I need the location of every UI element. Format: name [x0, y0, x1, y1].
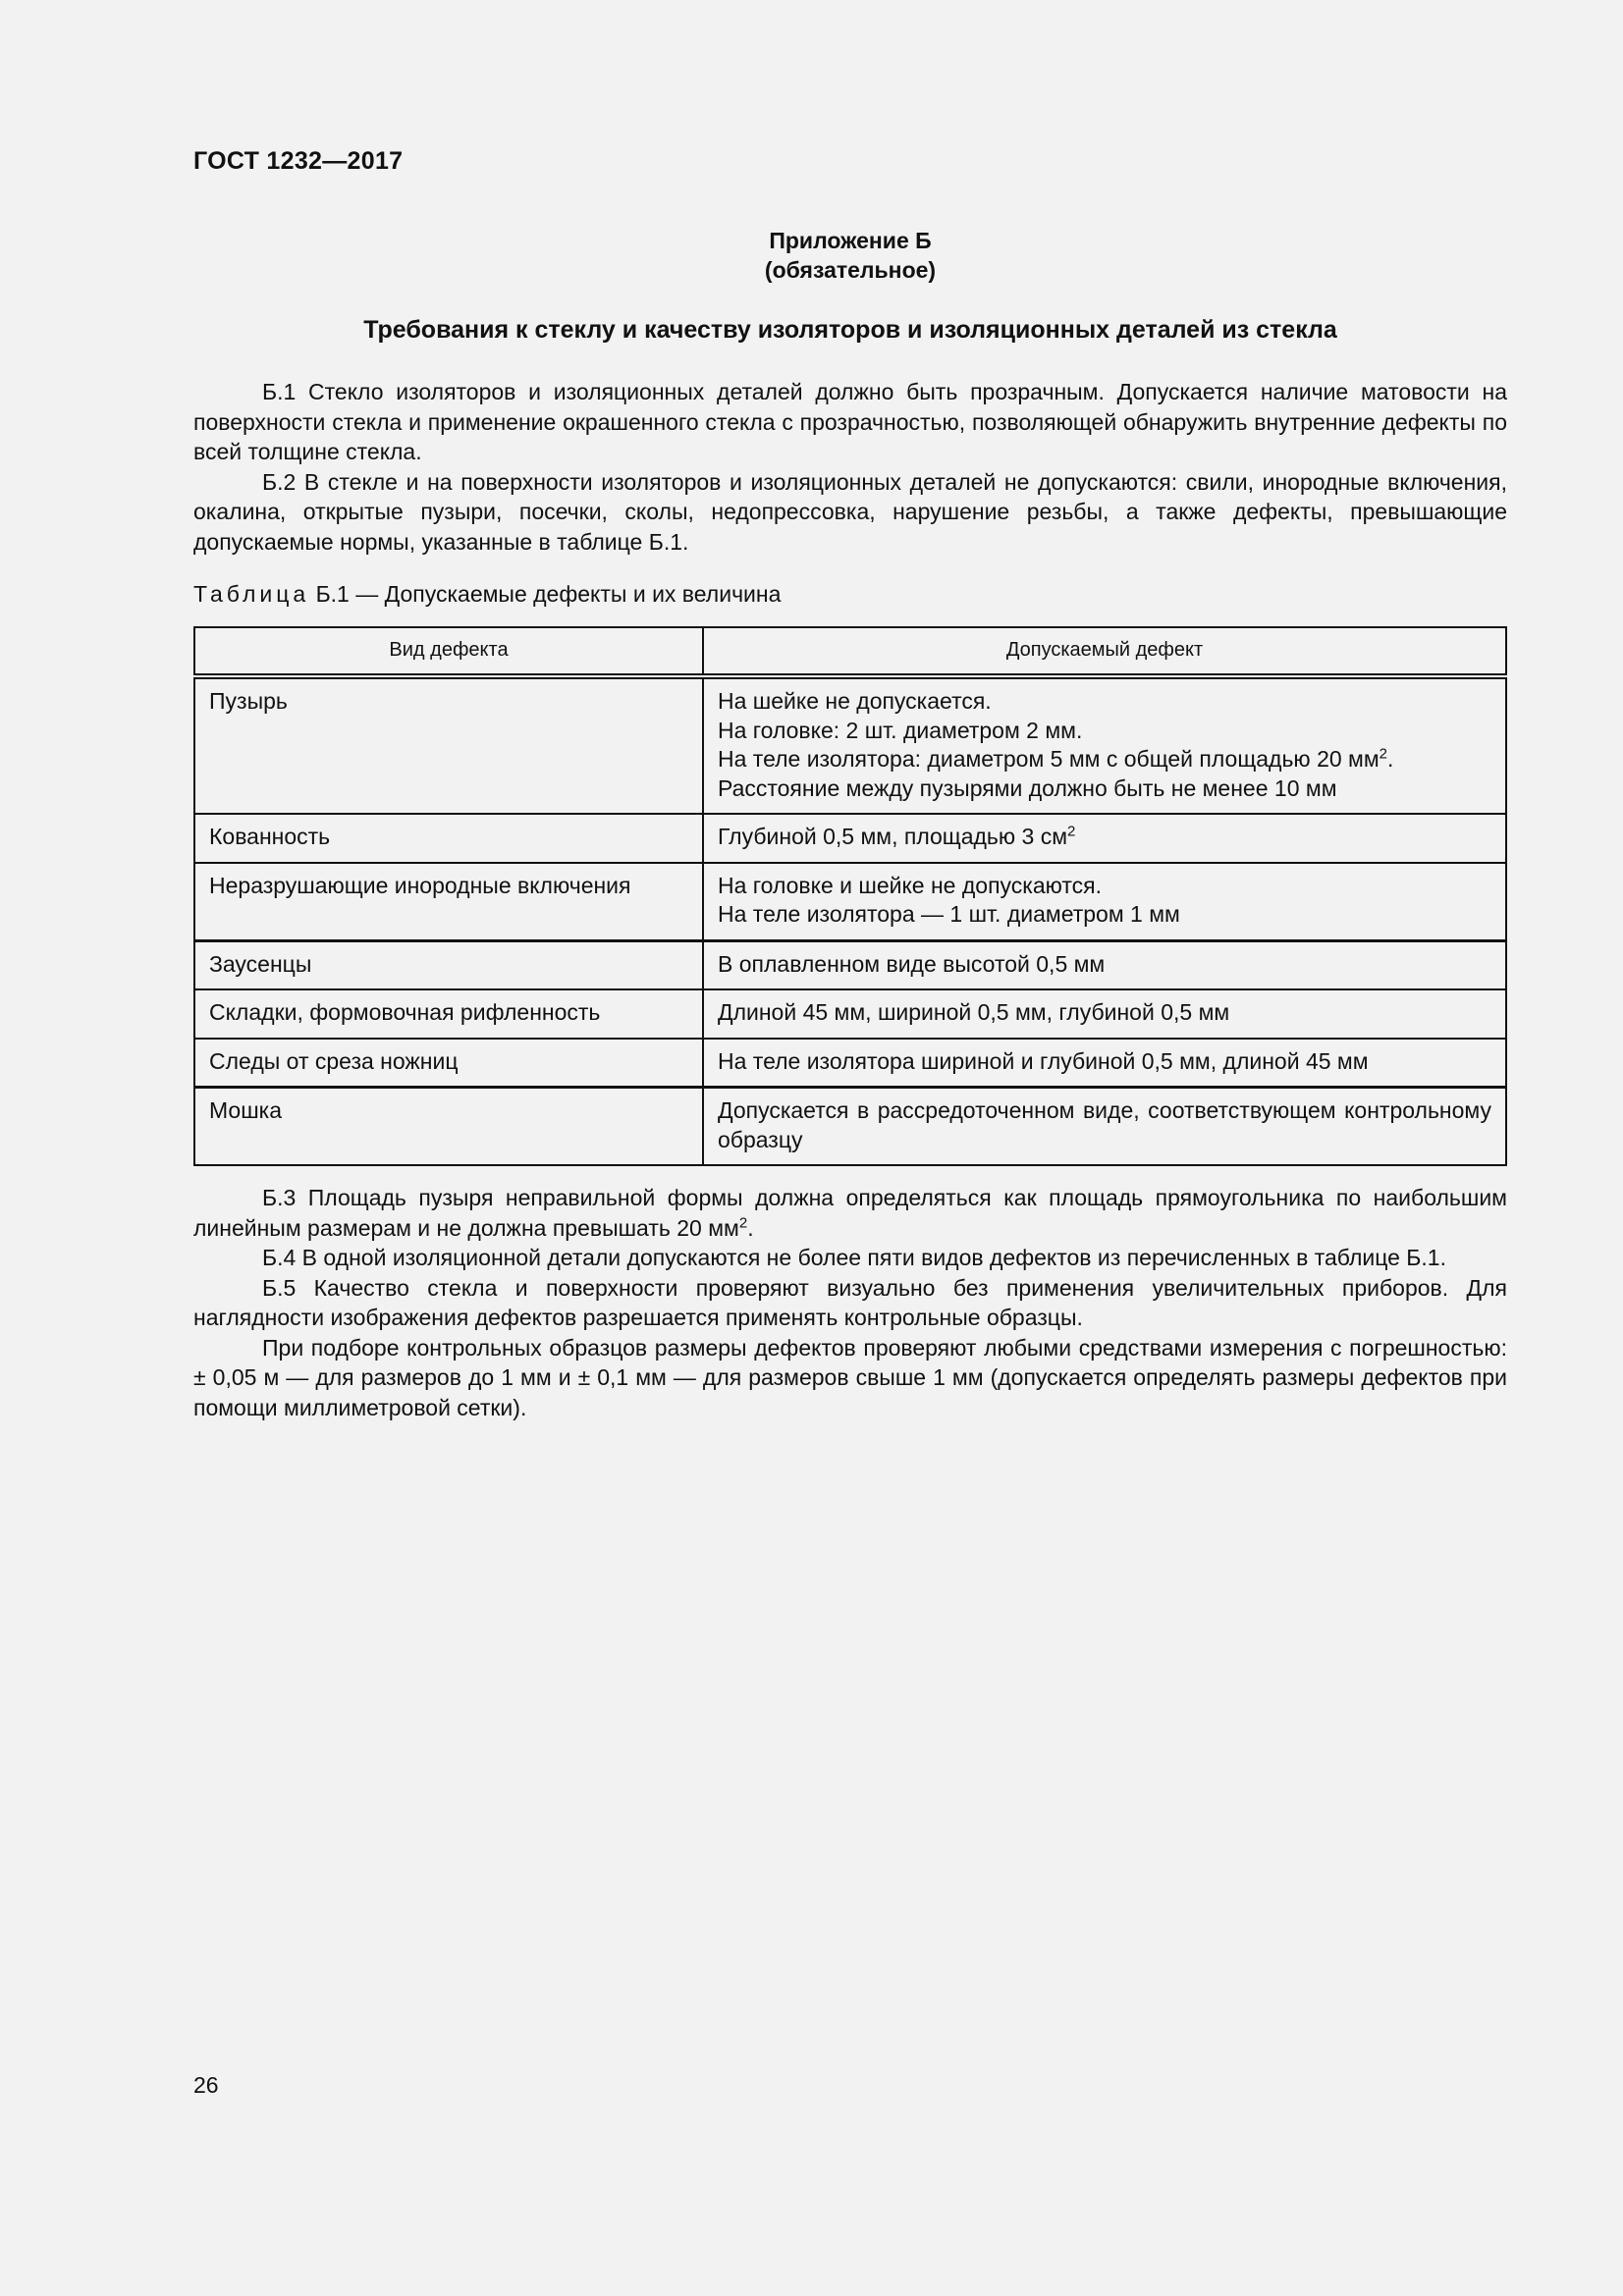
table-row	[194, 989, 1506, 1039]
allowed-line: На теле изолятора: диаметром 5 мм с общей площадью 20 $мм^2$.	[718, 745, 1394, 772]
paragraph-b2: Б.2 В стекле и на поверхности изоляторов и изоляционных деталей не допускаются: свили, инородные включения, окалина, открытые пузыри, посечки, сколы, недопрессовка, нарушение резьбы, а также дефекты, превышающие допускаемые нормы, указанные в таблице Б.1.	[193, 468, 1507, 555]
defect-name: Неразрушающие инородные включения	[194, 863, 703, 941]
table-row	[194, 940, 1506, 989]
paragraph-b3: Б.3 Площадь пузыря неправильной формы должна определяться как площадь прямоугольника по наибольшим линейным размерам и не должна превышать 20 $мм^2$.	[193, 1185, 1507, 1241]
table-row	[194, 676, 1506, 814]
table-row	[194, 863, 1506, 941]
defect-name: Складки, формовочная рифленность	[194, 989, 703, 1039]
section-title: Требования к стеклу и качеству изоляторов и изоляционных деталей из стекла	[363, 316, 1337, 344]
table-caption-prefix: Таблица	[193, 581, 310, 607]
appendix-heading	[193, 226, 1507, 285]
paragraph-b5: Б.5 Качество стекла и поверхности проверяют визуально без применения увеличительных приборов. Для наглядности изображения дефектов разрешается применять контрольные образцы.	[193, 1274, 1507, 1330]
table-caption-text: Б.1 — Допускаемые дефекты и их величина	[309, 581, 782, 607]
defect-name: Мошка	[194, 1088, 703, 1166]
allowed-line: На головке: 2 шт. диаметром 2 мм.	[718, 717, 1083, 743]
table-header-row	[194, 627, 1506, 676]
paragraph-b5-continued: При подборе контрольных образцов размеры дефектов проверяют любыми средствами измерения с погрешностью: ± 0,05 м — для размеров до 1 мм и ± 0,1 мм — для размеров свыше 1 мм (допускается определять размеры дефектов при помощи миллиметровой сетки).	[193, 1334, 1507, 1420]
closing-paragraphs	[193, 1183, 1507, 1422]
column-header-allowed: Допускаемый дефект	[703, 627, 1506, 676]
intro-paragraphs	[193, 377, 1507, 557]
paragraph-b1: Б.1 Стекло изоляторов и изоляционных деталей должно быть прозрачным. Допускается наличие матовости на поверхности стекла и применение окрашенного стекла с прозрачностью, позволяющей обнаружить внутренние дефекты по всей толщине стекла.	[193, 379, 1507, 464]
defect-name: Кованность	[194, 814, 703, 863]
allowed-line: Расстояние между пузырями должно быть не менее 10 мм	[718, 774, 1337, 801]
page-number: 26	[193, 2072, 219, 2098]
allowed-defect	[703, 863, 1506, 941]
allowed-defect: Глубиной 0,5 мм, площадью 3 $см^2$	[703, 814, 1506, 863]
paragraph-b4: Б.4 В одной изоляционной детали допускаются не более пяти видов дефектов из перечисленных в таблице Б.1.	[262, 1245, 1446, 1270]
column-header-defect: Вид дефекта	[194, 627, 703, 676]
defect-name: Пузырь	[194, 676, 703, 814]
table-caption	[193, 581, 781, 608]
defect-name: Заусенцы	[194, 940, 703, 989]
table-row	[194, 814, 1506, 863]
allowed-defect: Допускается в рассредоточенном виде, соответствующем контрольному образцу	[703, 1088, 1506, 1166]
allowed-defect: Длиной 45 мм, шириной 0,5 мм, глубиной 0,5 мм	[703, 989, 1506, 1039]
document-code: ГОСТ 1232—2017	[193, 147, 404, 175]
allowed-defect: На теле изолятора шириной и глубиной 0,5 мм, длиной 45 мм	[703, 1039, 1506, 1088]
allowed-line: На теле изолятора — 1 шт. диаметром 1 мм	[718, 901, 1180, 927]
allowed-line: На головке и шейке не допускаются.	[718, 872, 1102, 898]
allowed-line: На шейке не допускается.	[718, 688, 992, 714]
allowed-defect: В оплавленном виде высотой 0,5 мм	[703, 940, 1506, 989]
allowed-defect	[703, 676, 1506, 814]
table-row	[194, 1039, 1506, 1088]
table-row	[194, 1088, 1506, 1166]
defect-name: Следы от среза ножниц	[194, 1039, 703, 1088]
appendix-label: Приложение Б	[769, 228, 932, 253]
appendix-status: (обязательное)	[764, 257, 937, 283]
defects-table	[193, 626, 1507, 1166]
